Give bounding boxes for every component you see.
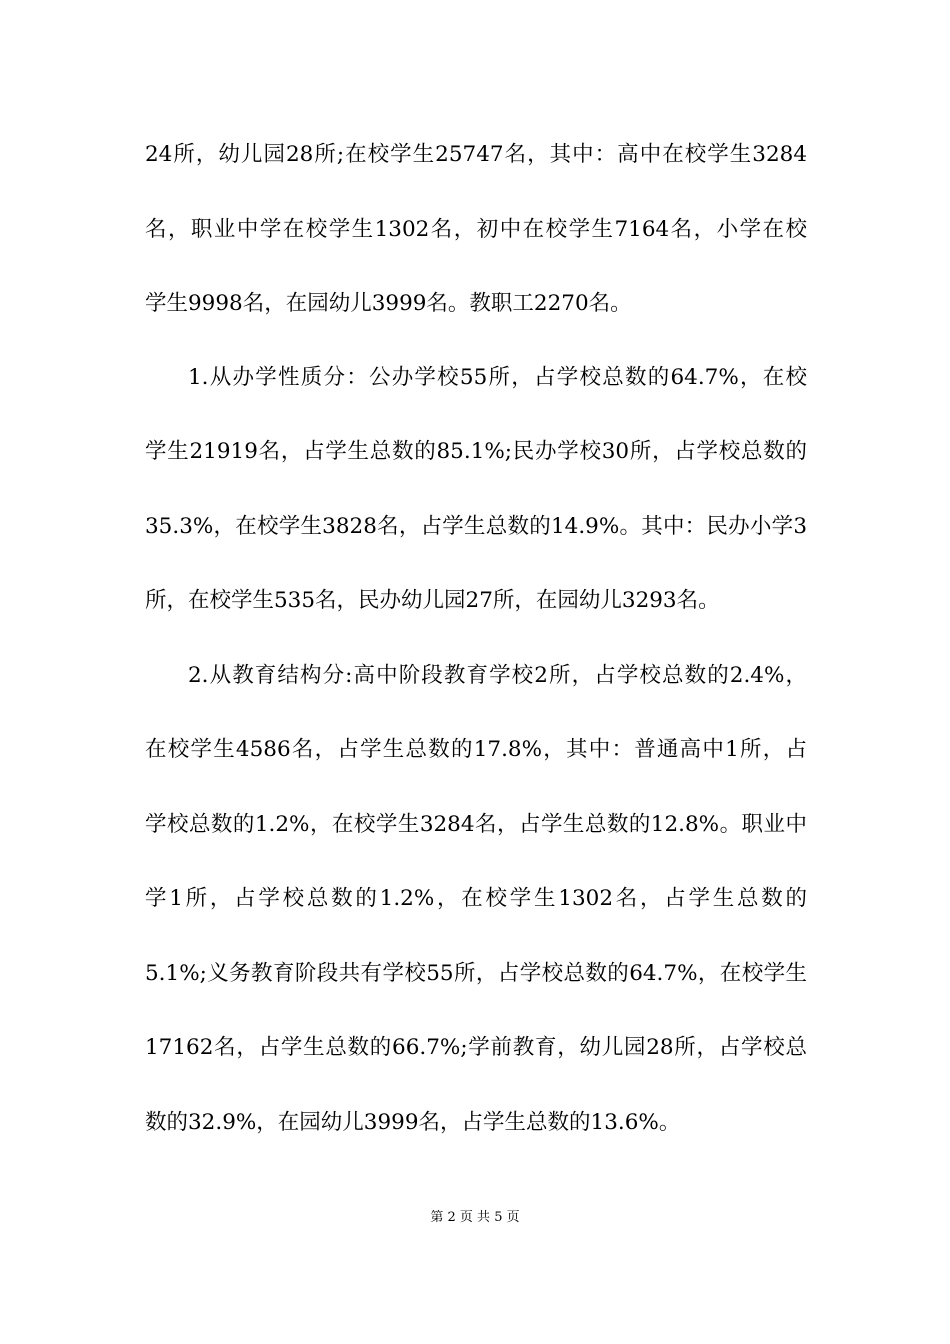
paragraph-2-line-4: 所，在校学生535名，民办幼儿园27所，在园幼儿3293名。 <box>145 588 720 613</box>
paragraph-1-line-1: 24所，幼儿园28所;在校学生25747名，其中：高中在校学生3284 <box>145 142 807 167</box>
paragraph-1-line-3: 学生9998名，在园幼儿3999名。教职工2270名。 <box>145 291 632 316</box>
paragraph-3-line-2: 在校学生4586名，占学生总数的17.8%，其中：普通高中1所，占 <box>145 737 807 762</box>
paragraph-3-line-7: 数的32.9%，在园幼儿3999名，占学生总数的13.6%。 <box>145 1110 681 1135</box>
paragraph-2-line-1: 1.从办学性质分：公办学校55所，占学校总数的64.7%，在校 <box>188 365 807 390</box>
paragraph-3-line-4: 学1所，占学校总数的1.2%，在校学生1302名，占学生总数的 <box>145 886 807 911</box>
paragraph-1-line-2: 名，职业中学在校学生1302名，初中在校学生7164名，小学在校 <box>145 217 807 242</box>
paragraph-2-line-2: 学生21919名，占学生总数的85.1%;民办学校30所，占学校总数的 <box>145 439 807 464</box>
paragraph-2-line-3: 35.3%，在校学生3828名，占学生总数的14.9%。其中：民办小学3 <box>145 514 807 539</box>
page-number-footer: 第 2 页 共 5 页 <box>430 1210 520 1225</box>
paragraph-3-line-6: 17162名，占学生总数的66.7%;学前教育，幼儿园28所，占学校总 <box>145 1035 807 1060</box>
paragraph-3-line-5: 5.1%;义务教育阶段共有学校55所，占学校总数的64.7%，在校学生 <box>145 961 807 986</box>
paragraph-3-line-3: 学校总数的1.2%，在校学生3284名，占学生总数的12.8%。职业中 <box>145 812 807 837</box>
paragraph-3-line-1: 2.从教育结构分:高中阶段教育学校2所，占学校总数的2.4%， <box>188 663 807 688</box>
